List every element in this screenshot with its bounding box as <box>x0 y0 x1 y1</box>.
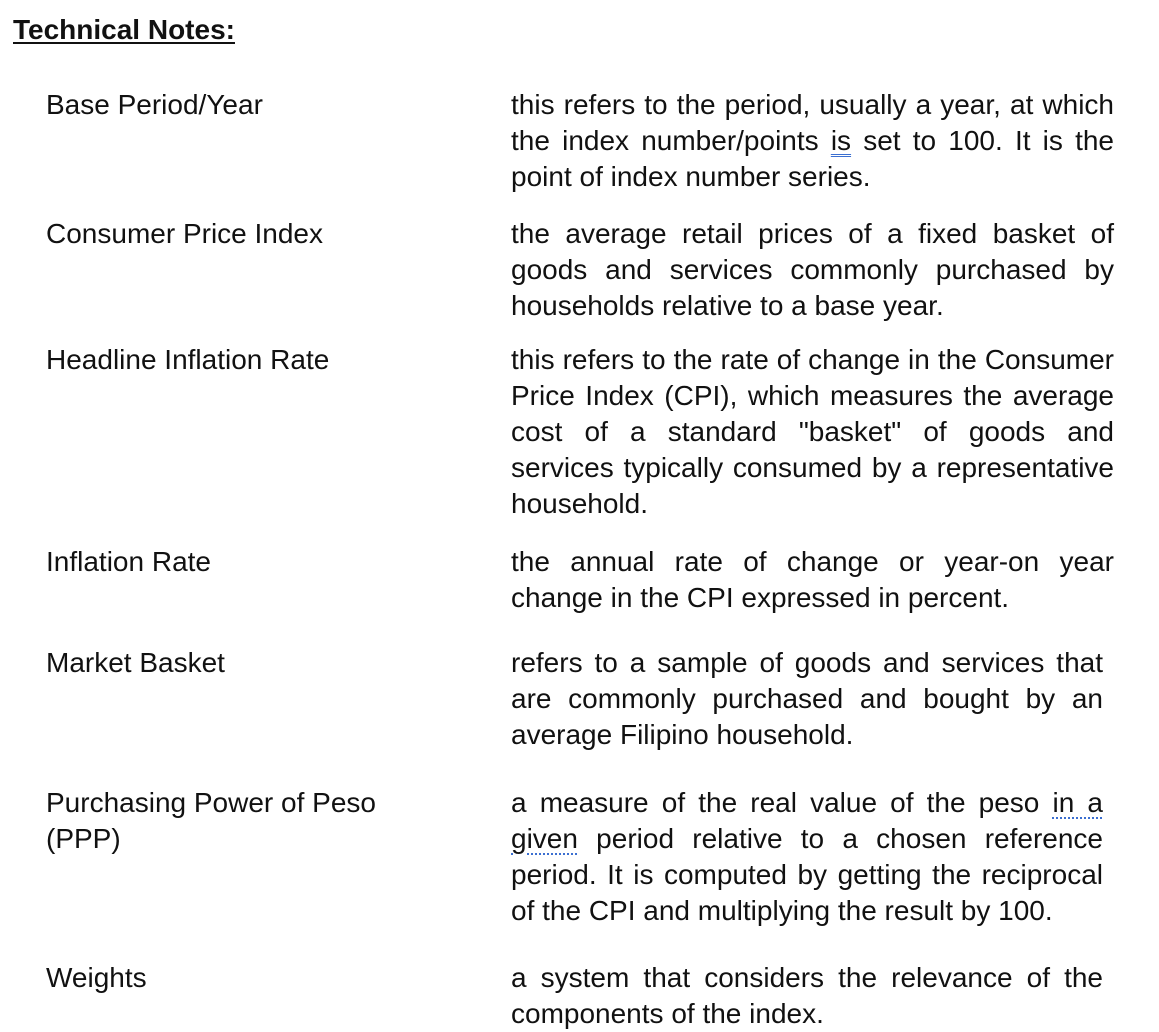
definition-weights: a system that considers the relevance of the components of the index. <box>511 962 1103 1029</box>
definition-text: period relative to a chosen reference period. It is computed by getting the reciprocal of the CPI and multiplying the result by 100. <box>511 823 1103 926</box>
definition-consumer-price-index: the average retail prices of a fixed basket of goods and services commonly purchased by households relative to a base year. <box>511 218 1114 321</box>
definition-text: a measure of the real value of the peso <box>511 787 1053 818</box>
definition-inflation-rate: the annual rate of change or year-on year change in the CPI expressed in percent. <box>511 546 1114 613</box>
term-base-period-year: Base Period/Year <box>46 89 263 120</box>
term-weights: Weights <box>46 962 147 993</box>
term-headline-inflation-rate: Headline Inflation Rate <box>46 344 330 375</box>
grammar-flagged-phrase[interactable]: in a given <box>511 787 1103 854</box>
term-consumer-price-index: Consumer Price Index <box>46 218 324 249</box>
definition-market-basket: refers to a sample of goods and services that are commonly purchased and bought by an average Filipino household. <box>511 647 1103 750</box>
definition-purchasing-power-of-peso <box>511 785 1103 929</box>
grammar-flagged-word[interactable]: is <box>830 125 852 156</box>
definition-headline-inflation-rate: this refers to the rate of change in the Consumer Price Index (CPI), which measures the average cost of a standard "basket" of goods and services typically consumed by a representative household. <box>511 344 1114 519</box>
definition-text: set to 100. It is the point of index number series. <box>511 125 1115 192</box>
term-purchasing-power-of-peso: Purchasing Power of Peso (PPP) <box>46 787 376 854</box>
page-title: Technical Notes: <box>13 14 235 45</box>
definition-base-period-year <box>511 87 1114 195</box>
definition-text: this refers to the period, usually a year, at which the index number/points <box>511 89 1114 156</box>
term-market-basket: Market Basket <box>46 647 225 678</box>
term-inflation-rate: Inflation Rate <box>46 546 211 577</box>
